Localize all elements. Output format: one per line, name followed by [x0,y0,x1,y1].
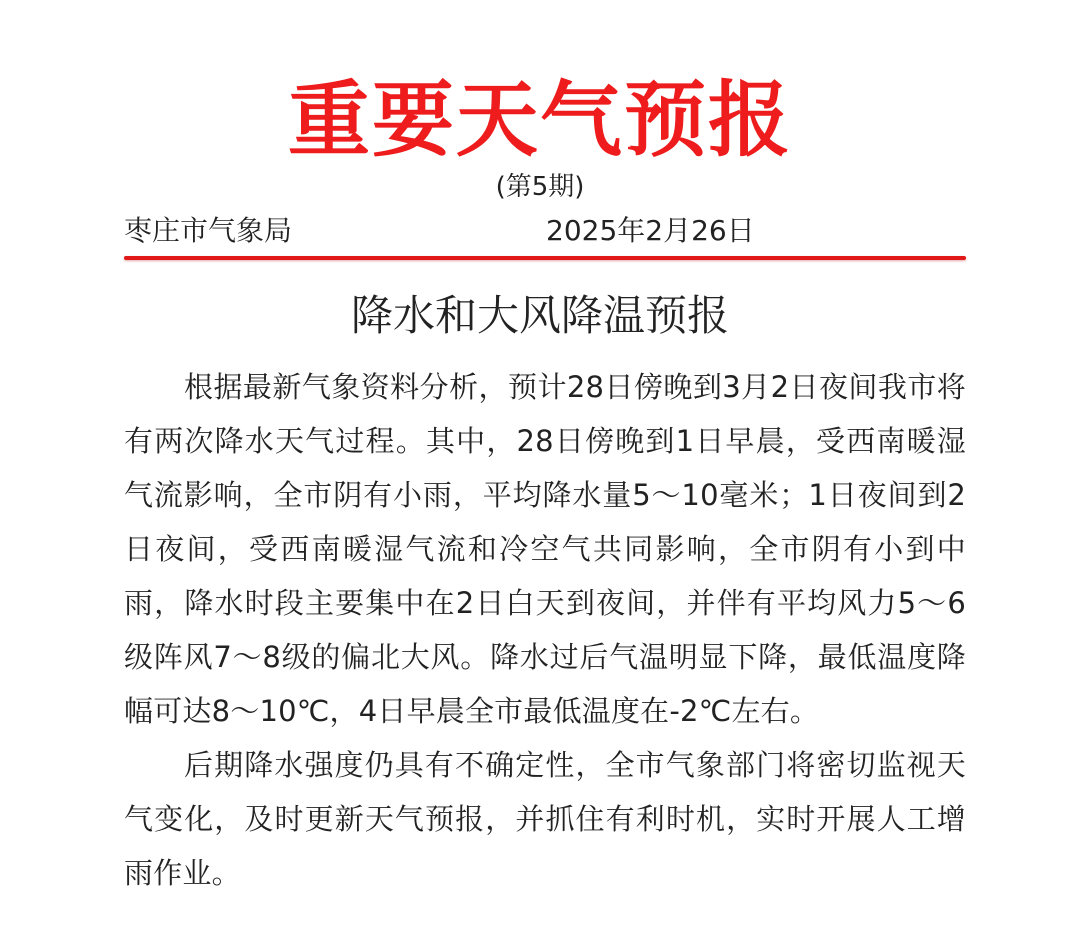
article-paragraph: 后期降水强度仍具有不确定性，全市气象部门将密切监视天气变化，及时更新天气预报，并抓住有利时机，实时开展人工增雨作业。 [124,748,966,890]
issuer-date-row [124,212,964,250]
issuer-name: 枣庄市气象局 [124,214,293,247]
article-headline: 降水和大风降温预报 [350,291,729,340]
document-title: 重要天气预报 [287,72,792,168]
article-body [124,360,966,900]
issue-date: 2025年2月26日 [546,214,755,247]
issue-number: (第5期) [495,172,585,202]
red-divider [124,256,966,260]
article-paragraph: 根据最新气象资料分析，预计28日傍晚到3月2日夜间我市将有两次降水天气过程。其中，28日傍晚到1日早晨，受西南暖湿气流影响，全市阴有小雨，平均降水量5～10毫米；1日夜间到2日夜间，受西南暖湿气流和冷空气共同影响，全市阴有小到中雨，降水时段主要集中在2日白天到夜间，并伴有平均风力5～6级阵风7～8级的偏北大风。降水过后气温明显下降，最低温度降幅可达8～10℃，4日早晨全市最低温度在-2℃左右。 [124,370,966,728]
